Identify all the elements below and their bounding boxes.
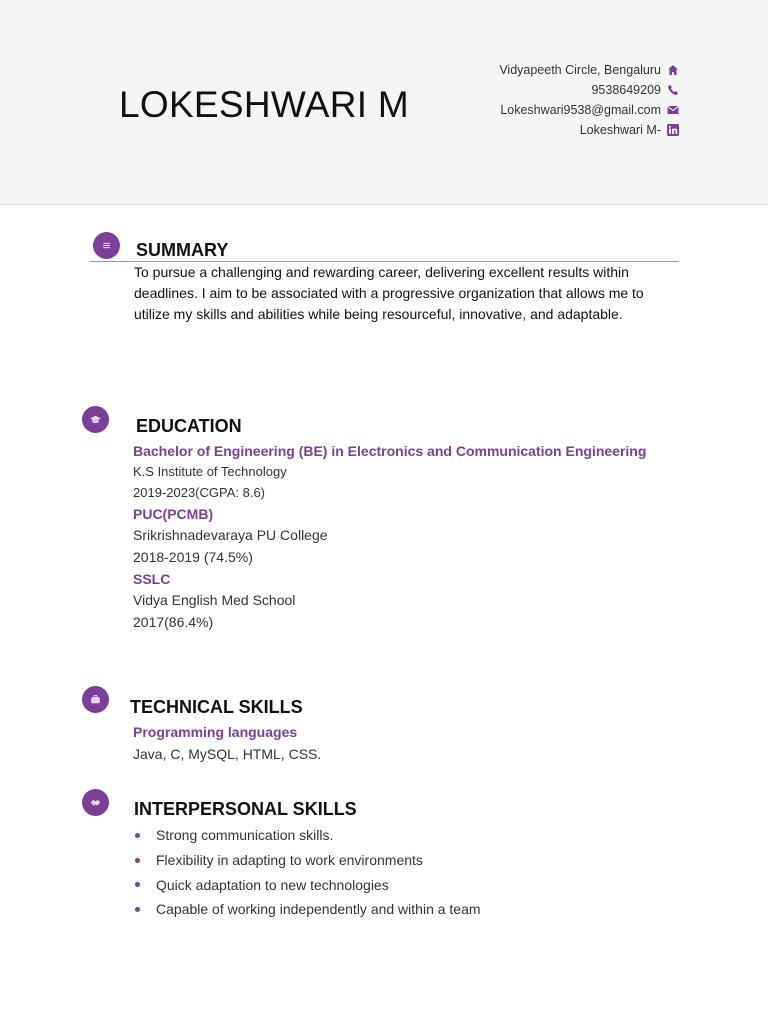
list-item: [133, 897, 693, 922]
bullet-icon: [135, 833, 140, 838]
skill-text: Flexibility in adapting to work environments: [156, 852, 423, 869]
summary-title: SUMMARY: [136, 240, 229, 260]
phone-icon: [667, 84, 679, 96]
candidate-name: LOKESHWARI M: [119, 84, 410, 125]
technical-skills-block: [133, 722, 693, 765]
education-degree: SSLC: [133, 571, 171, 587]
contact-address: [419, 60, 679, 80]
contact-phone: [419, 80, 679, 100]
email-icon: [667, 104, 679, 116]
graduation-cap-icon: [82, 406, 109, 433]
bullet-icon: [135, 907, 140, 912]
bullet-icon: [135, 858, 140, 863]
phone-text: 9538649209: [591, 83, 661, 97]
programming-languages-heading: Programming languages: [133, 724, 298, 740]
education-list: [133, 441, 693, 633]
list-item: [133, 823, 693, 848]
resume-header: [0, 0, 768, 205]
education-title: EDUCATION: [136, 416, 242, 436]
handshake-icon: [82, 789, 109, 816]
contact-block: [419, 60, 679, 140]
home-icon: [667, 64, 679, 76]
address-text: Vidyapeeth Circle, Bengaluru: [499, 63, 661, 77]
contact-email[interactable]: [419, 100, 679, 120]
summary-text: To pursue a challenging and rewarding career, delivering excellent results within deadlines. I aim to be associated with a progressive organization that allows me to utilize my skills and abilities while being resourceful, innovative, and adaptable.: [134, 264, 644, 322]
linkedin-icon: [667, 124, 679, 136]
email-text[interactable]: Lokeshwari9538@gmail.com: [500, 103, 661, 117]
skill-text: Capable of working independently and within a team: [156, 901, 481, 918]
contact-linkedin[interactable]: [419, 120, 679, 140]
interpersonal-skills-title: INTERPERSONAL SKILLS: [134, 799, 357, 819]
education-degree: Bachelor of Engineering (BE) in Electronics and Communication Engineering: [133, 443, 647, 459]
education-institution: K.S Institute of Technology: [133, 464, 287, 479]
programming-languages-list: Java, C, MySQL, HTML, CSS.: [133, 746, 322, 762]
technical-skills-title: TECHNICAL SKILLS: [130, 697, 303, 717]
education-institution: Srikrishnadevaraya PU College: [133, 527, 328, 543]
list-item: [133, 848, 693, 873]
skill-text: Quick adaptation to new technologies: [156, 876, 389, 893]
list-item: [133, 872, 693, 897]
education-details: 2017(86.4%): [133, 614, 214, 630]
education-details: 2019-2023(CGPA: 8.6): [133, 485, 265, 500]
education-details: 2018-2019 (74.5%): [133, 549, 253, 565]
linkedin-text[interactable]: Lokeshwari M-: [579, 123, 661, 137]
briefcase-icon: [82, 686, 109, 713]
interpersonal-skills-list: [133, 823, 693, 922]
education-degree: PUC(PCMB): [133, 506, 214, 522]
skill-text: Strong communication skills.: [156, 827, 334, 844]
summary-list-icon: [93, 232, 120, 259]
education-institution: Vidya English Med School: [133, 592, 296, 608]
bullet-icon: [135, 882, 140, 887]
